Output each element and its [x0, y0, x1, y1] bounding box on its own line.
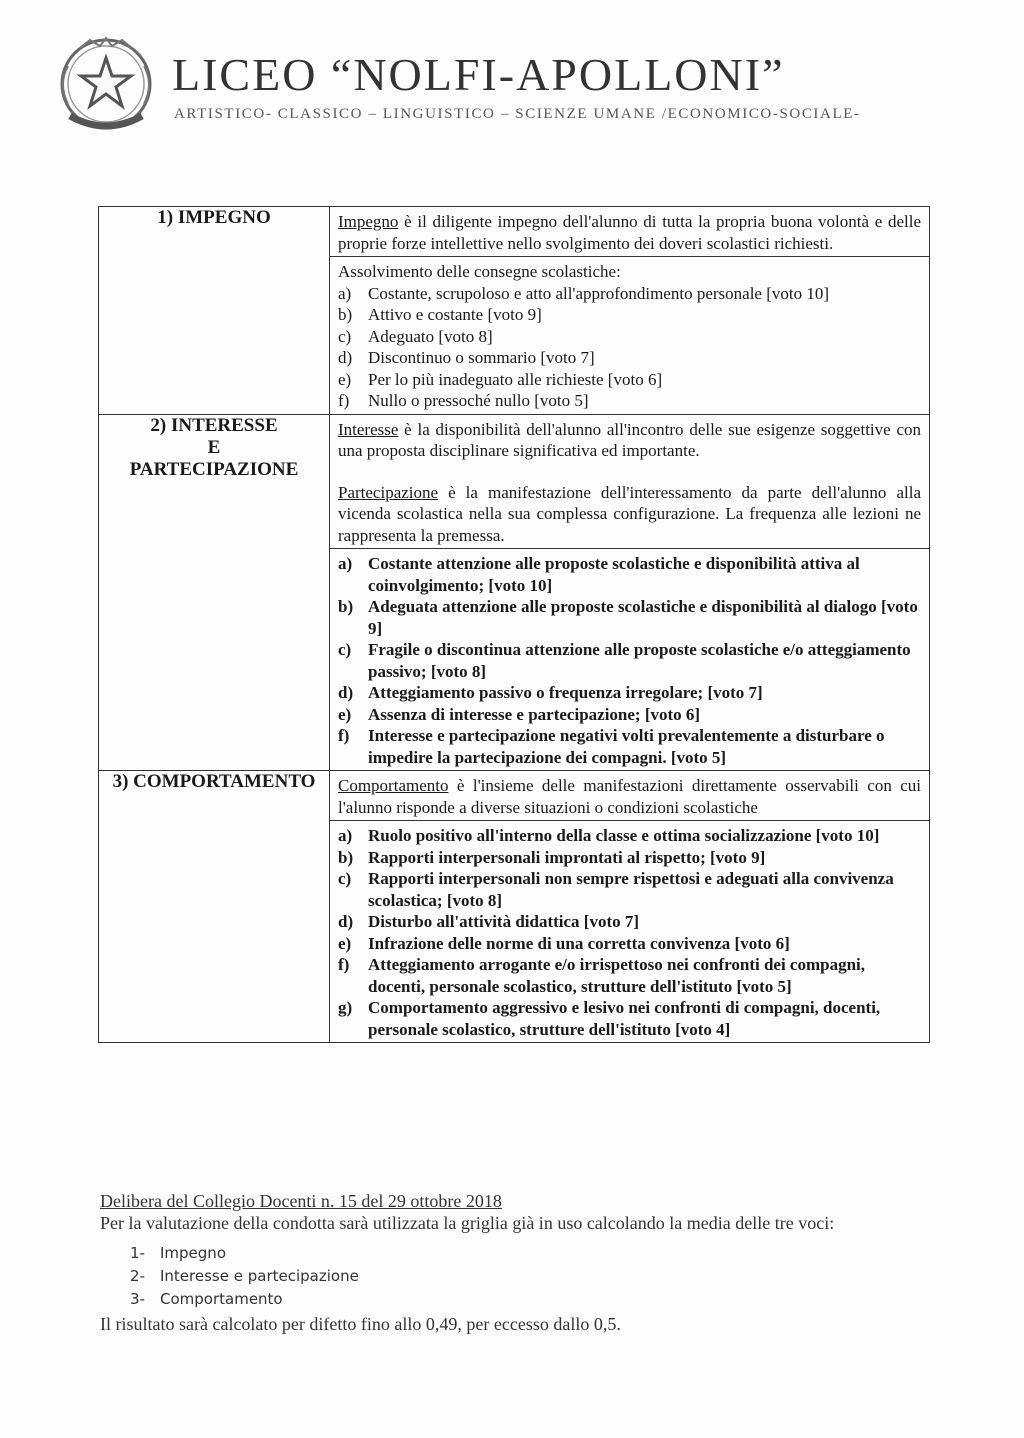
school-subtitle: ARTISTICO- CLASSICO – LINGUISTICO – SCIENZE UMANE /ECONOMICO-SOCIALE-	[174, 106, 861, 122]
level-text: Atteggiamento arrogante e/o irrispettoso nei confronti dei compagni, docenti, personale scolastico, strutture dell'istituto [voto 5]	[368, 955, 866, 996]
voce-text: Interesse e partecipazione	[160, 1267, 359, 1285]
criteria-intro: Assolvimento delle consegne scolastiche:	[338, 262, 621, 281]
level-key: c)	[338, 869, 352, 888]
level-text: Interesse e partecipazione negativi volti prevalentemente a disturbare o impedire la partecipazione dei compagni. [voto 5]	[368, 726, 885, 767]
level-key: a)	[338, 283, 352, 303]
impegno-definition	[330, 207, 930, 257]
level-item	[338, 347, 921, 369]
voce-text: Impegno	[160, 1244, 226, 1262]
level-key: b)	[338, 597, 354, 616]
school-title: LICEO “NOLFI-APOLLONI”	[172, 49, 785, 100]
level-item	[338, 639, 921, 682]
level-text: Nullo o pressoché nullo [voto 5]	[368, 391, 589, 410]
level-text: Costante attenzione alle proposte scolastiche e disponibilità attiva al coinvolgimento; [voto 10]	[368, 554, 860, 595]
level-item	[338, 682, 921, 704]
voce-item	[130, 1242, 920, 1265]
level-item	[338, 304, 921, 326]
delibera-reference: Delibera del Collegio Docenti n. 15 del 29 ottobre 2018	[100, 1191, 502, 1211]
level-item	[338, 704, 921, 726]
definition-term: Impegno	[338, 212, 399, 231]
category-comportamento	[99, 771, 330, 1043]
level-text: Costante, scrupoloso e atto all'approfondimento personale [voto 10]	[368, 283, 830, 303]
level-text: Infrazione delle norme di una corretta convivenza [voto 6]	[368, 933, 790, 953]
footer-intro: Per la valutazione della condotta sarà utilizzata la griglia già in uso calcolando la media delle tre voci:	[100, 1213, 835, 1233]
level-text: Ruolo positivo all'interno della classe e ottima socializzazione [voto 10]	[368, 826, 880, 845]
level-list	[338, 553, 921, 768]
voce-number: 2-	[130, 1267, 145, 1285]
category-label-line2: E	[207, 436, 221, 458]
level-item	[338, 390, 921, 412]
level-list	[338, 283, 921, 412]
level-item	[338, 847, 921, 869]
level-key: a)	[338, 826, 353, 845]
level-key: d)	[338, 912, 354, 931]
category-impegno	[99, 207, 330, 415]
definition-text: è l'insieme delle manifestazioni direttamente osservabili con cui l'alunno risponde a diverse situazioni o condizioni scolastiche	[338, 776, 921, 817]
level-item	[338, 553, 921, 596]
level-text: Disturbo all'attività didattica [voto 7]	[368, 912, 640, 931]
level-text: Atteggiamento passivo o frequenza irregolare; [voto 7]	[368, 683, 763, 702]
impegno-levels	[330, 257, 930, 415]
level-text: Fragile o discontinua attenzione alle proposte scolastiche e/o atteggiamento passivo; [voto 8]	[368, 640, 911, 681]
definition-text: è il diligente impegno dell'alunno di tutta la propria buona volontà e delle proprie forze intellettive nello svolgimento dei doveri scolastici richiesti.	[338, 212, 921, 253]
voce-item	[130, 1288, 920, 1311]
level-key: f)	[338, 726, 350, 745]
level-key: b)	[338, 847, 354, 867]
level-item	[338, 596, 921, 639]
definition-text: è la disponibilità dell'alunno all'incontro delle sue esigenze soggettive con una proposta disciplinare significativa ed importante.	[338, 419, 921, 460]
level-item	[338, 868, 921, 911]
level-key: e)	[338, 933, 352, 953]
impegno-definition-row	[99, 207, 930, 257]
category-label: 3) COMPORTAMENTO	[112, 771, 316, 792]
footer-note: Il risultato sarà calcolato per difetto fino allo 0,49, per eccesso dallo 0,5.	[100, 1314, 621, 1334]
level-key: b)	[338, 305, 353, 324]
level-item	[338, 997, 921, 1040]
voce-text: Comportamento	[160, 1290, 283, 1308]
level-item	[338, 725, 921, 768]
level-item	[338, 825, 921, 847]
emblem-icon	[50, 28, 162, 140]
level-item	[338, 283, 921, 305]
level-item	[338, 326, 921, 348]
level-text: Assenza di interesse e partecipazione; [voto 6]	[368, 704, 701, 724]
level-text: Rapporti interpersonali non sempre rispettosi e adeguati alla convivenza scolastica; [voto 8]	[368, 869, 894, 910]
level-text: Discontinuo o sommario [voto 7]	[368, 348, 595, 367]
definition-term: Comportamento	[338, 776, 449, 795]
level-key: f)	[338, 391, 350, 410]
level-text: Attivo e costante [voto 9]	[368, 305, 542, 324]
level-text: Per lo più inadeguato alle richieste [voto 6]	[368, 369, 663, 389]
interesse-levels	[330, 549, 930, 771]
comportamento-levels	[330, 821, 930, 1043]
voce-item	[130, 1265, 920, 1288]
level-key: e)	[338, 704, 352, 724]
level-key: c)	[338, 640, 352, 659]
level-item	[338, 954, 921, 997]
level-text: Rapporti interpersonali improntati al rispetto; [voto 9]	[368, 847, 766, 867]
definition2-term: Partecipazione	[338, 482, 439, 502]
level-key: d)	[338, 348, 353, 367]
level-list	[338, 825, 921, 1040]
interesse-definition	[330, 414, 930, 549]
level-text: Adeguata attenzione alle proposte scolastiche e disponibilità al dialogo [voto 9]	[368, 597, 918, 638]
level-key: f)	[338, 955, 350, 974]
definition2-text: è la manifestazione dell'interessamento da parte dell'alunno alla vicenda scolastica nella sua complessa configurazione. La frequenza alle lezioni ne rappresenta la premessa.	[338, 482, 921, 545]
footer-notes	[100, 1190, 920, 1335]
evaluation-grid	[98, 206, 930, 1043]
interesse-definition-row	[99, 414, 930, 549]
level-key: g)	[338, 998, 353, 1017]
level-text: Adeguato [voto 8]	[368, 326, 493, 346]
voce-number: 1-	[130, 1244, 145, 1262]
voci-list	[100, 1242, 920, 1311]
level-key: a)	[338, 554, 353, 573]
category-label: 1) IMPEGNO	[157, 207, 271, 228]
level-key: c)	[338, 326, 352, 346]
category-label-line1: 2) INTERESSE	[150, 414, 278, 436]
category-label-line3: PARTECIPAZIONE	[129, 458, 299, 480]
category-interesse-partecipazione	[99, 414, 330, 771]
level-text: Comportamento aggressivo e lesivo nei confronti di compagni, docenti, personale scolastico, strutture dell'istituto [voto 4]	[368, 998, 881, 1039]
definition-term: Interesse	[338, 419, 399, 439]
level-item	[338, 911, 921, 933]
comportamento-definition-row	[99, 771, 930, 821]
comportamento-definition	[330, 771, 930, 821]
level-key: e)	[338, 369, 352, 389]
voce-number: 3-	[130, 1290, 145, 1308]
level-key: d)	[338, 683, 354, 702]
level-item	[338, 933, 921, 955]
level-item	[338, 369, 921, 391]
